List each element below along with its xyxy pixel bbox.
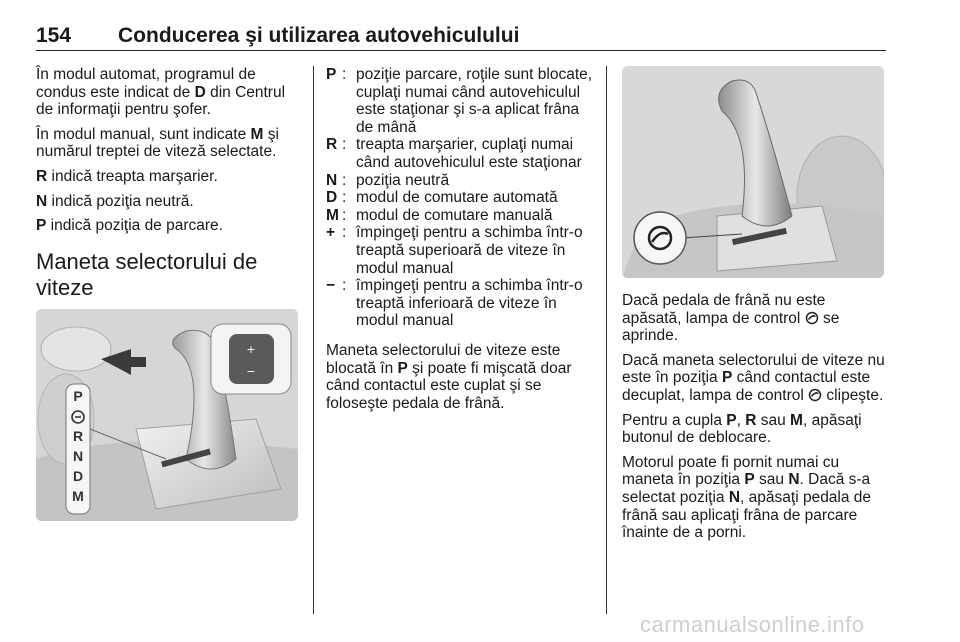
gear-position-key: P xyxy=(326,66,337,83)
gear-letter-r: R xyxy=(72,428,84,444)
paragraph-reverse: R indică treapta marşarier. xyxy=(36,167,218,185)
gear-position-key: + xyxy=(326,224,336,242)
page-header xyxy=(36,22,886,51)
svg-text:+: + xyxy=(246,343,256,356)
paragraph-neutral: N indică poziţia neutră. xyxy=(36,192,194,210)
paragraph-lamp-flashes: Dacă maneta selectorului de viteze nu este în poziţia P când contactul este decuplat, lampa de control clipeşte. xyxy=(622,351,885,404)
gear-position-description: modul de comutare manuală xyxy=(356,206,553,224)
gear-selector-illustration xyxy=(36,309,298,521)
gear-position-item xyxy=(326,172,596,190)
gear-position-item xyxy=(326,277,596,330)
gear-letter-m: M xyxy=(72,488,84,504)
gear-position-description: poziţie parcare, roţile sunt blocate, cuplaţi numai când autovehiculul este staţionar şi s-a aplicat frâna de mână xyxy=(356,66,593,136)
colon: : xyxy=(342,189,347,207)
gear-letter-d: D xyxy=(72,468,84,484)
paragraph-release-button: Pentru a cupla P, R sau M, apăsaţi butonul de deblocare. xyxy=(622,411,862,447)
paragraph-park: P indică poziţia de parcare. xyxy=(36,217,223,235)
gear-position-key: M xyxy=(326,206,339,224)
gear-letter-p: P xyxy=(73,388,83,404)
paragraph-manual-mode: În modul manual, sunt indicate M şi numărul treptei de viteză selectate. xyxy=(36,125,279,161)
svg-text:−: − xyxy=(246,365,256,378)
column-left xyxy=(36,66,298,315)
gear-position-key: D xyxy=(326,189,338,207)
gear-position-item xyxy=(326,136,596,171)
colon: : xyxy=(342,277,347,295)
column-divider-2 xyxy=(606,66,607,614)
gear-position-item xyxy=(326,66,596,136)
colon: : xyxy=(342,66,347,83)
gear-position-list xyxy=(326,66,596,330)
shifter-brake-lamp-illustration xyxy=(622,66,884,278)
brake-foot-lamp-icon xyxy=(805,311,819,325)
column-right xyxy=(622,292,887,549)
gear-position-item xyxy=(326,224,596,277)
colon: : xyxy=(342,171,347,189)
page-number: 154 xyxy=(36,24,72,47)
gear-position-description: modul de comutare automată xyxy=(356,189,558,207)
watermark: carmanualsonline.info xyxy=(640,612,865,637)
paragraph-brake-lamp: Dacă pedala de frână nu este apăsată, lampa de control se aprinde. xyxy=(622,292,840,345)
gear-position-description: împingeţi pentru a schimba într-o treaptă superioară de viteze în modul manual xyxy=(356,224,583,277)
column-divider-1 xyxy=(313,66,314,614)
gear-position-key: − xyxy=(326,277,336,295)
colon: : xyxy=(342,136,347,154)
gear-position-description: poziţia neutră xyxy=(356,171,450,189)
column-middle xyxy=(326,66,596,419)
colon: : xyxy=(342,224,347,242)
page-title: Conducerea şi utilizarea autovehiculului xyxy=(118,24,520,47)
gear-position-description: împingeţi pentru a schimba într-o treaptă inferioară de viteze în modul manual xyxy=(356,277,583,330)
gear-letter-n: N xyxy=(72,448,84,464)
gear-position-item xyxy=(326,207,596,225)
section-heading: Maneta selectorului de viteze xyxy=(36,248,258,300)
gear-position-description: treapta marşarier, cuplaţi numai când autovehiculul este staţionar xyxy=(356,136,582,171)
gear-position-item xyxy=(326,189,596,207)
gear-position-key: R xyxy=(326,136,338,154)
brake-foot-lamp-icon xyxy=(808,388,822,402)
paragraph-engine-start: Motorul poate fi pornit numai cu maneta în poziţia P sau N. Dacă s-a selectat poziţia N, apăsaţi pedala de frână sau aplicaţi frâna de parcare înainte de a porni. xyxy=(622,453,872,542)
colon: : xyxy=(342,206,347,224)
paragraph-automatic-mode: În modul automat, programul de condus este indicat de D din Centrul de informaţii pentru şofer. xyxy=(36,66,286,119)
gear-position-key: N xyxy=(326,171,338,189)
paragraph-selector-lock: Maneta selectorului de viteze este blocată în P şi poate fi mişcată doar când contactul este cuplat şi se foloseşte pedala de frână. xyxy=(326,341,572,412)
